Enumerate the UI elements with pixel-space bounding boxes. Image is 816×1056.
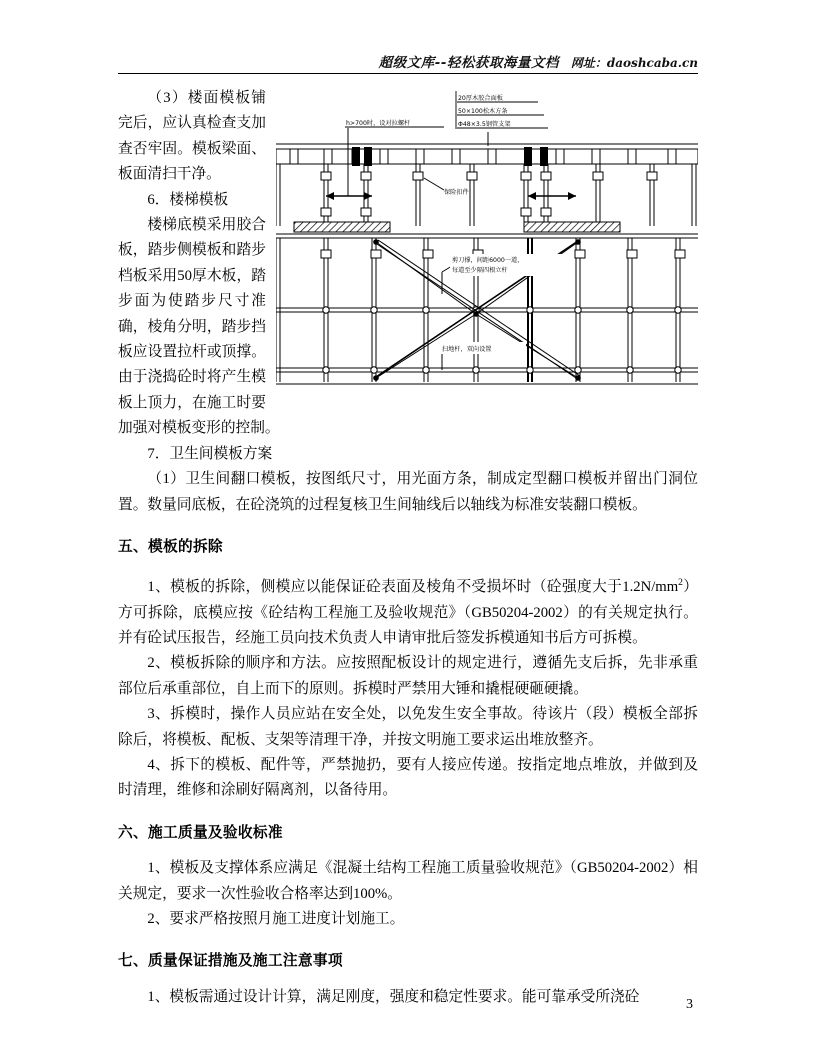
label-timber-batten: 50×100松木方条 (458, 108, 508, 115)
para-item-7-body: （1）卫生间翻口模板，按图纸尺寸，用光面方条，制成定型翻口模板并留出门洞位置。数量同底板，在砼浇筑的过程复核卫生间轴线后以轴线为标准安装翻口模板。 (118, 471, 698, 513)
spacer (118, 845, 698, 856)
para-seven-1: 1、模板需通过设计计算，满足刚度，强度和稳定性要求。能可靠承受所浇砼 (147, 988, 640, 1005)
heading-section-six: 六、施工质量及验收标准 (118, 823, 283, 841)
para-item-3: （3）楼面模板铺完后，应认真检查支加查否牢固。模板梁面、板面清扫干净。 (118, 90, 266, 183)
para-five-2: 2、模板拆除的顺序和方法。应按照配板设计的规定进行，遵循先支后拆，先非承重部位后承重部位，自上而下的原则。拆模时严禁用大锤和撬棍硬砸硬撬。 (118, 655, 698, 697)
header-rule (118, 73, 698, 74)
heading-section-five: 五、模板的拆除 (118, 537, 223, 555)
label-plywood-panel: 20厚木胶合面板 (458, 95, 503, 102)
para-item-6-body: 楼梯底模采用胶合板，踏步侧模板和踏步档板采用50厚木板，踏步面为使踏步尺寸准确，棱角分明，踏步挡板应设置拉杆或顶撑。由于浇捣砼时将产生模板上顶力，在施工时要加强对模板变形的控制。 (118, 217, 280, 437)
header-brand-label: 超级文库--轻松获取海量文档 (378, 55, 559, 71)
figure-wrap-block (118, 86, 698, 442)
label-sweeping-rod: 扫地杆，双向设置 (442, 346, 492, 353)
label-bracing-line2: 每道至少隔四根立杆 (452, 267, 508, 274)
page-header (118, 38, 698, 74)
para-five-4: 4、拆下的模板、配件等，严禁抛扔，要有人接应传递。按指定地点堆放，并做到及时清理，维修和涂刷好隔离剂，以备待用。 (118, 757, 698, 799)
para-six-1: 1、模板及支撑体系应满足《混凝土结构工程施工质量验收规范》（GB50204-2002）相关规定，要求一次性验收合格率达到100%。 (118, 860, 698, 902)
label-tie-rod: h>700时，设对拉螺杆 (346, 120, 411, 127)
spacer (118, 518, 698, 534)
para-five-1-a: 1、模板的拆除，侧模应以能保证砼表面及棱角不受损坏时（砼强度大于1.2N/mm (147, 579, 679, 596)
para-five-1-superscript: 2 (678, 577, 683, 589)
label-steel-tube-support: Φ48×3.5钢管支架 (458, 121, 511, 128)
page-number: 3 (686, 997, 693, 1012)
scaffold-drawing-svg (276, 86, 698, 389)
label-safety-clamp: 保险扣件 (444, 189, 469, 196)
header-url-label: 网址：daoshcaba.cn (570, 56, 698, 70)
scaffold-drawing-figure (276, 86, 698, 389)
heading-section-seven: 七、质量保证措施及施工注意事项 (118, 952, 343, 970)
spacer (118, 932, 698, 948)
label-bracing-line1: 剪刀撑，间距6000一道， (452, 257, 524, 264)
spacer (118, 974, 698, 985)
para-five-1-b: ）方可拆除，底模应按《砼结构工程施工及验收规范》（GB50204-2002）的有关规定执行。并有砼试压报告，经施工员向技术负责人申请审批后签发拆模通知书后方可拆模。 (118, 579, 698, 647)
para-six-2: 2、要求严格按照月施工进度计划施工。 (147, 911, 405, 928)
header-brand-text (379, 51, 698, 71)
document-body (118, 86, 698, 1010)
spacer (118, 559, 698, 570)
para-item-7-title: 7．卫生间模板方案 (147, 445, 273, 462)
para-five-3: 3、拆模时，操作人员应站在安全处，以免发生安全事故。待该片（段）模板全部拆除后，将模板、配板、支架等清理干净，并按文明施工要求运出堆放整齐。 (118, 706, 698, 748)
para-five-1 (118, 570, 698, 651)
para-item-6-title: 6．楼梯模板 (147, 191, 229, 208)
spacer (118, 804, 698, 820)
